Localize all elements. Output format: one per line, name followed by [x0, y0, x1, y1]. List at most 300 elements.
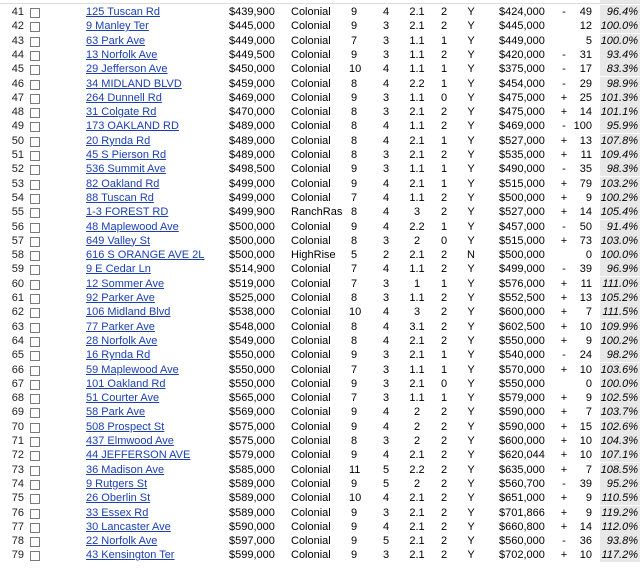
- baths-cell: 2: [382, 249, 390, 262]
- sign-cell: +: [560, 234, 568, 247]
- garage-cell: 2: [440, 549, 448, 562]
- garage-cell: 1: [440, 177, 448, 190]
- baths-cell: 3: [382, 149, 390, 161]
- sign-cell: +: [560, 91, 568, 104]
- row-checkbox[interactable]: [30, 137, 40, 147]
- address-link[interactable]: 9 Manley Ter: [86, 20, 149, 33]
- garage-cell: 2: [440, 320, 448, 333]
- baths-cell: 5: [382, 535, 390, 548]
- sold-price: $570,000: [499, 363, 545, 376]
- row-checkbox[interactable]: [30, 466, 40, 476]
- flag-cell: Y: [467, 320, 475, 333]
- baths-cell: 3: [382, 20, 390, 33]
- list-price: $500,000: [229, 220, 275, 233]
- percent-cell: 100.2%: [600, 191, 638, 204]
- table-row: [0, 377, 640, 391]
- garage-cell: 2: [440, 463, 448, 476]
- table-row: [0, 177, 640, 191]
- address-link[interactable]: 9 Rutgers St: [86, 477, 148, 490]
- sold-price: $457,000: [499, 220, 545, 233]
- percent-cell: 93.4%: [600, 48, 640, 62]
- list-price: $500,000: [229, 249, 275, 262]
- baths-cell: 4: [382, 206, 390, 219]
- table-row: [0, 448, 640, 462]
- garage-cell: 2: [440, 20, 448, 33]
- row-checkbox[interactable]: [30, 366, 40, 376]
- percent-cell: 111.0%: [600, 277, 640, 291]
- baths-cell: 4: [382, 520, 390, 533]
- address-link[interactable]: 63 Park Ave: [86, 34, 146, 47]
- address-link[interactable]: 508 Prospect St: [86, 420, 165, 433]
- garage-cell: 2: [440, 191, 448, 204]
- address-link[interactable]: 22 Norfolk Ave: [86, 535, 158, 548]
- sign-cell: +: [560, 392, 568, 405]
- flag-cell: Y: [467, 363, 475, 376]
- address-link[interactable]: 43 Kensington Ter: [86, 549, 175, 562]
- sign-cell: -: [562, 535, 566, 548]
- address-link[interactable]: 58 Park Ave: [86, 406, 146, 419]
- style-cell: Colonial: [291, 263, 331, 276]
- list-price: $469,000: [229, 91, 275, 104]
- row-checkbox[interactable]: [30, 451, 40, 461]
- percent-cell: 96.9%: [600, 262, 640, 276]
- row-checkbox[interactable]: [30, 251, 40, 261]
- table-row: [0, 520, 640, 534]
- flag-cell: Y: [467, 535, 475, 548]
- address-link[interactable]: 9 E Cedar Ln: [86, 263, 151, 276]
- ratio-cell: 1.1: [409, 292, 425, 304]
- row-checkbox[interactable]: [30, 37, 40, 47]
- address-link[interactable]: 437 Elmwood Ave: [86, 435, 174, 447]
- beds-cell: 8: [350, 206, 358, 219]
- percent-cell: 95.9%: [600, 119, 640, 133]
- address-link[interactable]: 125 Tuscan Rd: [86, 6, 160, 18]
- percent-cell: 107.1%: [600, 449, 638, 462]
- address-link[interactable]: 16 Rynda Rd: [86, 349, 151, 362]
- address-link[interactable]: 13 Norfolk Ave: [86, 48, 158, 61]
- diff-cell: 7: [585, 306, 592, 319]
- row-checkbox[interactable]: [30, 408, 40, 418]
- row-number: 63: [11, 320, 24, 333]
- row-number: 52: [11, 163, 24, 176]
- row-checkbox[interactable]: [30, 151, 40, 161]
- style-cell: Colonial: [291, 492, 331, 505]
- flag-cell: Y: [467, 163, 475, 176]
- percent-cell: 100.0%: [600, 20, 638, 33]
- row-number: 60: [11, 277, 24, 290]
- garage-cell: 1: [440, 220, 448, 233]
- list-price: $550,000: [229, 349, 275, 362]
- address-link[interactable]: 48 Maplewood Ave: [86, 220, 179, 233]
- address-link[interactable]: 36 Madison Ave: [86, 463, 165, 476]
- table-row: [0, 191, 640, 205]
- table-row: [0, 134, 640, 148]
- sold-price: $620,044: [499, 449, 545, 462]
- list-price: $499,000: [229, 191, 275, 204]
- beds-cell: 9: [350, 477, 358, 490]
- sold-price: $454,000: [499, 77, 545, 90]
- diff-cell: 14: [579, 106, 592, 119]
- row-checkbox[interactable]: [30, 108, 40, 118]
- sold-price: $600,000: [499, 306, 545, 319]
- diff-cell: 15: [579, 420, 592, 433]
- list-price: $525,000: [229, 292, 275, 304]
- flag-cell: Y: [467, 492, 475, 505]
- sold-price: $445,000: [499, 20, 545, 33]
- sign-cell: -: [562, 77, 566, 90]
- row-number: 67: [11, 377, 24, 390]
- table-row: [0, 205, 640, 219]
- row-checkbox[interactable]: [30, 22, 40, 32]
- garage-cell: 1: [440, 363, 448, 376]
- row-checkbox[interactable]: [30, 265, 40, 275]
- sold-price: $579,000: [499, 392, 545, 405]
- row-checkbox[interactable]: [30, 165, 40, 175]
- list-price: $439,900: [229, 6, 275, 18]
- baths-cell: 4: [382, 492, 390, 505]
- beds-cell: 9: [350, 163, 358, 176]
- style-cell: Colonial: [291, 134, 331, 147]
- percent-cell: 109.9%: [600, 320, 638, 333]
- flag-cell: Y: [467, 48, 475, 61]
- list-price: $597,000: [229, 535, 275, 548]
- style-cell: Colonial: [291, 6, 331, 18]
- row-checkbox[interactable]: [30, 437, 40, 447]
- address-link[interactable]: 45 S Pierson Rd: [86, 149, 167, 161]
- address-link[interactable]: 1-3 FOREST RD: [86, 206, 169, 219]
- row-number: 72: [11, 449, 24, 462]
- previous-row-edge: [0, 0, 640, 4]
- row-checkbox[interactable]: [30, 337, 40, 347]
- address-link[interactable]: 616 S ORANGE AVE 2L: [86, 249, 205, 262]
- garage-cell: 2: [440, 106, 448, 119]
- row-number: 47: [11, 91, 24, 104]
- percent-cell: 103.2%: [600, 177, 638, 190]
- diff-cell: 25: [579, 91, 592, 104]
- sold-price: $469,000: [499, 120, 545, 133]
- beds-cell: 9: [350, 520, 358, 533]
- sign-cell: -: [562, 263, 566, 276]
- row-checkbox[interactable]: [30, 280, 40, 290]
- row-number: 68: [11, 392, 24, 405]
- flag-cell: Y: [467, 377, 475, 390]
- diff-cell: 5: [585, 34, 592, 47]
- beds-cell: 10: [349, 63, 362, 76]
- sign-cell: +: [560, 520, 568, 533]
- garage-cell: 1: [440, 163, 448, 176]
- row-checkbox[interactable]: [30, 65, 40, 75]
- row-checkbox[interactable]: [30, 351, 40, 361]
- row-checkbox[interactable]: [30, 180, 40, 190]
- diff-cell: 9: [585, 334, 592, 347]
- style-cell: Colonial: [291, 277, 331, 290]
- address-link[interactable]: 106 Midland Blvd: [86, 306, 171, 319]
- row-checkbox[interactable]: [30, 380, 40, 390]
- row-number: 53: [11, 177, 24, 190]
- list-price: $569,000: [229, 406, 275, 419]
- row-number: 45: [11, 63, 24, 76]
- diff-cell: 10: [579, 363, 592, 376]
- sign-cell: -: [562, 48, 566, 61]
- list-price: $500,000: [229, 234, 275, 247]
- percent-cell: 98.3%: [600, 162, 640, 176]
- sign-cell: +: [560, 506, 568, 519]
- ratio-cell: 2.2: [409, 220, 425, 233]
- ratio-cell: 3: [413, 206, 421, 219]
- baths-cell: 3: [382, 549, 390, 562]
- table-row: [0, 477, 640, 491]
- sign-cell: +: [560, 191, 568, 204]
- sold-price: $635,000: [499, 463, 545, 476]
- style-cell: Colonial: [291, 392, 331, 405]
- percent-cell: 93.8%: [600, 534, 640, 548]
- sold-price: $535,000: [499, 149, 545, 161]
- table-row: [0, 91, 640, 105]
- diff-cell: 39: [579, 263, 592, 276]
- sign-cell: +: [560, 206, 568, 219]
- beds-cell: 10: [349, 492, 362, 505]
- diff-cell: 9: [585, 392, 592, 405]
- beds-cell: 9: [350, 506, 358, 519]
- style-cell: Colonial: [291, 477, 331, 490]
- baths-cell: 3: [382, 106, 390, 119]
- address-link[interactable]: 33 Essex Rd: [86, 506, 149, 519]
- sold-price: $702,000: [499, 549, 545, 562]
- sold-price: $375,000: [499, 63, 545, 76]
- percent-cell: 102.5%: [600, 392, 638, 405]
- beds-cell: 9: [350, 349, 358, 362]
- diff-cell: 17: [579, 63, 592, 76]
- sold-price: $475,000: [499, 106, 545, 119]
- address-link[interactable]: 12 Sommer Ave: [86, 277, 165, 290]
- sold-price: $550,000: [499, 377, 545, 390]
- baths-cell: 4: [382, 6, 390, 18]
- percent-cell: 100.2%: [600, 334, 638, 347]
- row-checkbox[interactable]: [30, 551, 40, 561]
- baths-cell: 4: [382, 191, 390, 204]
- diff-cell: 7: [585, 463, 592, 476]
- table-row: [0, 320, 640, 334]
- diff-cell: 12: [579, 20, 592, 33]
- row-checkbox[interactable]: [30, 223, 40, 233]
- row-number: 74: [11, 477, 24, 490]
- sold-price: $590,000: [499, 420, 545, 433]
- row-number: 69: [11, 406, 24, 419]
- style-cell: Colonial: [291, 34, 331, 47]
- row-checkbox[interactable]: [30, 509, 40, 519]
- row-number: 43: [11, 34, 24, 47]
- ratio-cell: 1.1: [409, 48, 425, 61]
- table-row: [0, 234, 640, 248]
- ratio-cell: 2.1: [409, 134, 425, 147]
- beds-cell: 9: [350, 91, 358, 104]
- row-checkbox[interactable]: [30, 537, 40, 547]
- baths-cell: 3: [382, 292, 390, 304]
- baths-cell: 3: [382, 277, 390, 290]
- percent-cell: 103.7%: [600, 406, 638, 419]
- address-link[interactable]: 20 Rynda Rd: [86, 134, 151, 147]
- ratio-cell: 1.1: [409, 91, 425, 104]
- address-link[interactable]: 82 Oakland Rd: [86, 177, 160, 190]
- percent-cell: 103.6%: [600, 363, 638, 376]
- diff-cell: 9: [585, 506, 592, 519]
- address-link[interactable]: 34 MIDLAND BLVD: [86, 77, 182, 90]
- row-number: 79: [11, 549, 24, 562]
- diff-cell: 13: [579, 292, 592, 304]
- diff-cell: 35: [579, 163, 592, 176]
- garage-cell: 0: [440, 377, 448, 390]
- diff-cell: 11: [580, 277, 592, 290]
- table-row: [0, 5, 640, 19]
- row-checkbox[interactable]: [30, 80, 40, 90]
- garage-cell: 1: [440, 34, 448, 47]
- sign-cell: +: [560, 406, 568, 419]
- ratio-cell: 1.1: [409, 392, 425, 405]
- address-link[interactable]: 88 Tuscan Rd: [86, 191, 154, 204]
- ratio-cell: 1.1: [409, 363, 425, 376]
- flag-cell: Y: [467, 191, 475, 204]
- baths-cell: 4: [382, 120, 390, 133]
- row-divider: [0, 3, 640, 4]
- row-checkbox[interactable]: [30, 423, 40, 433]
- baths-cell: 3: [382, 91, 390, 104]
- baths-cell: 4: [382, 420, 390, 433]
- list-price: $579,000: [229, 449, 275, 462]
- garage-cell: 2: [440, 492, 448, 505]
- list-price: $565,000: [229, 392, 275, 405]
- baths-cell: 3: [382, 363, 390, 376]
- list-price: $449,000: [229, 34, 275, 47]
- beds-cell: 8: [350, 77, 358, 90]
- address-link[interactable]: 51 Courter Ave: [86, 392, 160, 405]
- address-link[interactable]: 536 Summit Ave: [86, 163, 166, 176]
- garage-cell: 2: [440, 6, 448, 18]
- percent-cell: 95.2%: [600, 477, 640, 491]
- row-checkbox[interactable]: [30, 51, 40, 61]
- sold-price: $499,000: [499, 263, 545, 276]
- percent-cell: 108.5%: [600, 463, 638, 476]
- row-number: 62: [11, 306, 24, 319]
- row-checkbox[interactable]: [30, 480, 40, 490]
- address-link[interactable]: 29 Jefferson Ave: [86, 63, 168, 76]
- address-link[interactable]: 28 Norfolk Ave: [86, 334, 158, 347]
- row-checkbox[interactable]: [30, 394, 40, 404]
- row-checkbox[interactable]: [30, 494, 40, 504]
- table-row: [0, 19, 640, 33]
- row-checkbox[interactable]: [30, 94, 40, 104]
- address-link[interactable]: 649 Valley St: [86, 234, 151, 247]
- flag-cell: Y: [467, 120, 475, 133]
- style-cell: Colonial: [291, 377, 331, 390]
- percent-cell: 98.9%: [600, 77, 640, 91]
- sold-price: $590,000: [499, 406, 545, 419]
- beds-cell: 8: [350, 134, 358, 147]
- list-price: $589,000: [229, 492, 275, 505]
- percent-cell: 102.6%: [600, 420, 638, 433]
- ratio-cell: 1.1: [409, 263, 425, 276]
- beds-cell: 7: [350, 191, 358, 204]
- row-checkbox[interactable]: [30, 194, 40, 204]
- sold-price: $660,800: [499, 520, 545, 533]
- row-checkbox[interactable]: [30, 8, 40, 18]
- table-row: [0, 463, 640, 477]
- flag-cell: Y: [467, 20, 475, 33]
- address-link[interactable]: 92 Parker Ave: [86, 292, 155, 304]
- sign-cell: -: [562, 220, 566, 233]
- address-link[interactable]: 30 Lancaster Ave: [86, 520, 171, 533]
- percent-cell: 105.4%: [600, 206, 638, 219]
- address-link[interactable]: 26 Oberlin St: [86, 492, 151, 505]
- flag-cell: Y: [467, 292, 475, 304]
- beds-cell: 10: [349, 306, 362, 319]
- diff-cell: 9: [585, 492, 592, 505]
- flag-cell: Y: [467, 277, 475, 290]
- garage-cell: 2: [440, 249, 448, 262]
- ratio-cell: 2: [413, 435, 421, 447]
- row-checkbox[interactable]: [30, 523, 40, 533]
- ratio-cell: 2.1: [409, 549, 425, 562]
- row-number: 41: [11, 6, 24, 18]
- sign-cell: +: [560, 549, 568, 562]
- row-checkbox[interactable]: [30, 323, 40, 333]
- address-link[interactable]: 264 Dunnell Rd: [86, 91, 162, 104]
- sold-price: $550,000: [499, 334, 545, 347]
- row-number: 65: [11, 349, 24, 362]
- ratio-cell: 1.1: [409, 63, 425, 76]
- address-link[interactable]: 44 JEFFERSON AVE: [86, 449, 191, 462]
- sold-price: $576,000: [499, 277, 545, 290]
- flag-cell: Y: [467, 420, 475, 433]
- table-row: [0, 105, 640, 119]
- row-checkbox[interactable]: [30, 294, 40, 304]
- table-row: [0, 506, 640, 520]
- baths-cell: 3: [382, 435, 390, 447]
- ratio-cell: 2.1: [409, 449, 425, 462]
- flag-cell: Y: [467, 263, 475, 276]
- address-link[interactable]: 173 OAKLAND RD: [86, 120, 179, 133]
- beds-cell: 8: [350, 320, 358, 333]
- percent-cell: 98.2%: [600, 348, 640, 362]
- address-link[interactable]: 59 Maplewood Ave: [86, 363, 179, 376]
- style-cell: Colonial: [291, 77, 331, 90]
- table-row: [0, 420, 640, 434]
- flag-cell: Y: [467, 449, 475, 462]
- row-checkbox[interactable]: [30, 237, 40, 247]
- diff-cell: 7: [585, 406, 592, 419]
- beds-cell: 8: [350, 149, 358, 161]
- sold-price: $527,000: [499, 206, 545, 219]
- address-link[interactable]: 31 Colgate Rd: [86, 106, 157, 119]
- row-checkbox[interactable]: [30, 308, 40, 318]
- beds-cell: 9: [350, 6, 358, 18]
- baths-cell: 4: [382, 449, 390, 462]
- beds-cell: 7: [350, 392, 358, 405]
- flag-cell: Y: [467, 6, 475, 18]
- beds-cell: 8: [350, 334, 358, 347]
- row-checkbox[interactable]: [30, 122, 40, 132]
- row-number: 64: [11, 334, 24, 347]
- percent-cell: 100.0%: [600, 249, 638, 262]
- sign-cell: +: [560, 149, 568, 161]
- row-number: 46: [11, 77, 24, 90]
- address-link[interactable]: 77 Parker Ave: [86, 320, 155, 333]
- style-cell: Colonial: [291, 349, 331, 362]
- list-price: $590,000: [229, 520, 275, 533]
- address-link[interactable]: 101 Oakland Rd: [86, 377, 166, 390]
- row-checkbox[interactable]: [30, 208, 40, 218]
- table-row: [0, 334, 640, 348]
- sold-price: $424,000: [499, 6, 545, 18]
